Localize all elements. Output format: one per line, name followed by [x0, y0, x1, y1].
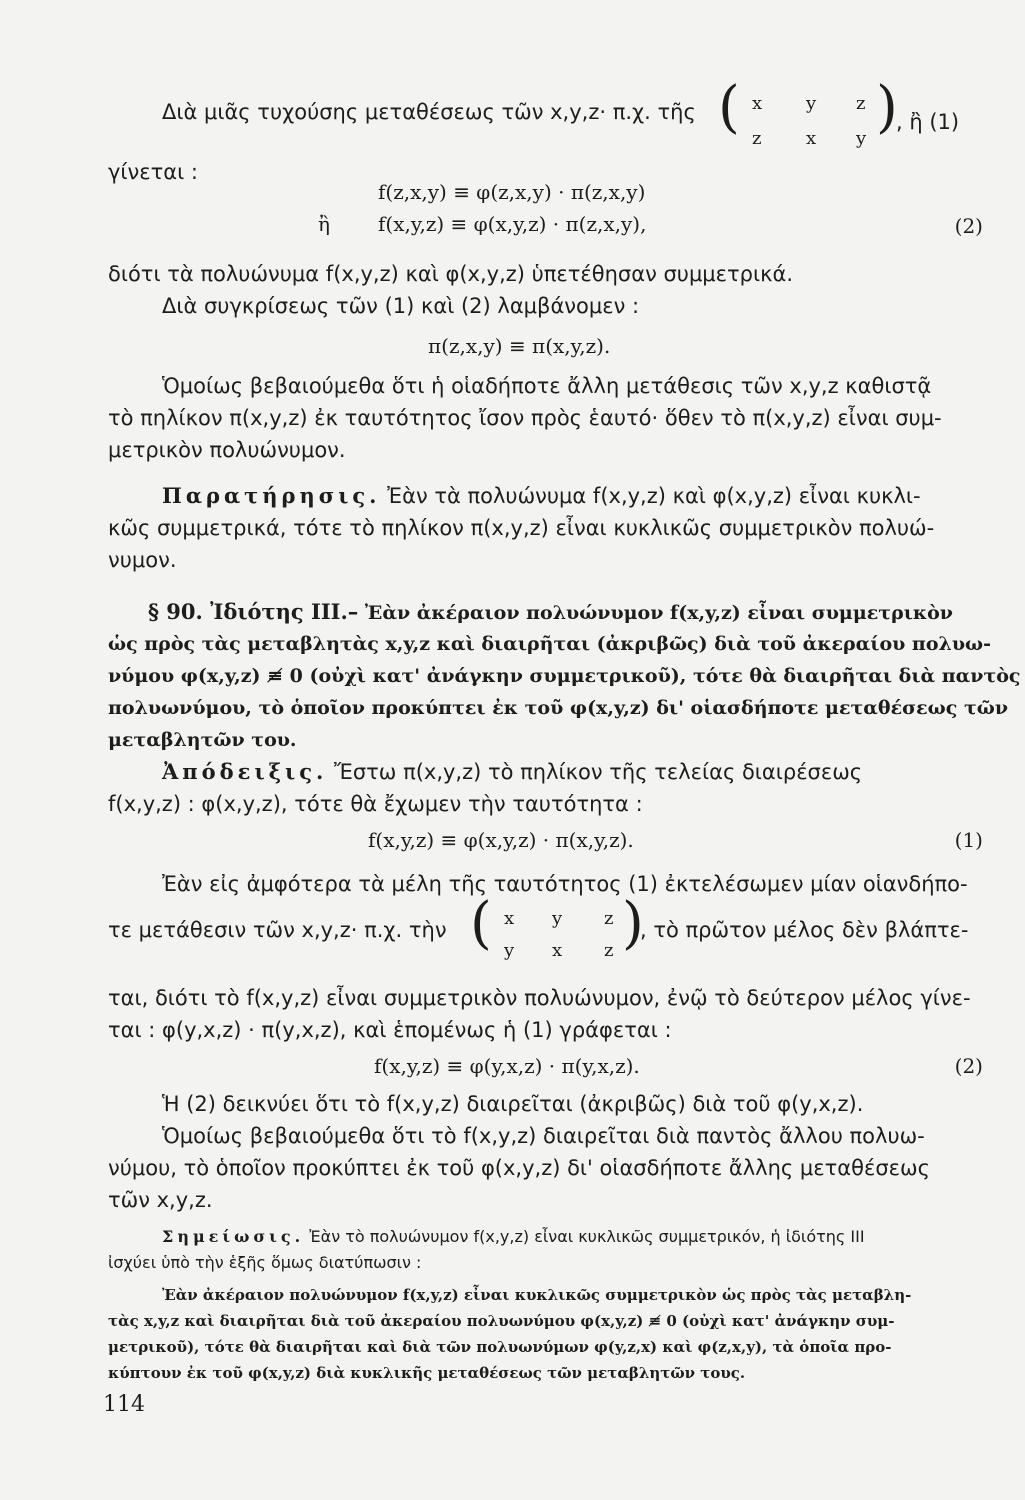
matrix-cell: x — [752, 93, 763, 114]
text-line: ἰσχύει ὑπὸ τὴν ἑξῆς ὅμως διατύπωσιν : — [108, 1253, 422, 1272]
text-line: f(x,y,z) : φ(x,y,z), τότε θὰ ἔχωμεν τὴν ταυτότητα : — [108, 792, 643, 816]
matrix-cell: z — [752, 128, 762, 149]
text-line: , ἢ (1) — [896, 110, 960, 134]
section-line — [148, 598, 953, 627]
equation: f(x,y,z) ≡ φ(x,y,z) · π(x,y,z). — [368, 828, 634, 852]
equation: f(x,y,z) ≡ φ(x,y,z) · π(z,x,y), — [378, 212, 647, 236]
text-line: νυμον. — [108, 548, 177, 572]
equation-number: (2) — [954, 1054, 983, 1078]
matrix-cell: z — [604, 908, 614, 929]
text-line: , τὸ πρῶτον μέλος δὲν βλάπτε- — [640, 918, 969, 942]
matrix-cell: y — [806, 93, 817, 114]
text-line: ται, διότι τὸ f(x,y,z) εἶναι συμμετρικὸν πολυώνυμον, ἐνῷ τὸ δεύτερον μέλος γίνε- — [108, 986, 971, 1010]
equation: π(z,x,y) ≡ π(x,y,z). — [428, 334, 611, 358]
section-heading: § 90. Ἰδιότης ΙΙΙ.– — [148, 599, 359, 624]
proof-heading: Ἀπόδειξις. — [162, 759, 328, 784]
matrix-right-paren: ) — [622, 891, 644, 956]
text-line: τῶν x,y,z. — [108, 1188, 213, 1212]
matrix-left-paren: ( — [718, 75, 740, 140]
section-text: μεταβλητῶν του. — [108, 729, 297, 751]
matrix-cell: x — [552, 940, 563, 961]
note-line — [162, 1226, 865, 1248]
matrix-cell: y — [504, 940, 515, 961]
equation: f(z,x,y) ≡ φ(z,x,y) · π(z,x,y) — [378, 180, 646, 204]
text-line: Διὰ μιᾶς τυχούσης μεταθέσεως τῶν x,y,z· π.χ. τῆς — [162, 100, 696, 124]
section-text: Ἐὰν ἀκέραιον πολυώνυμον f(x,y,z) εἶναι συμμετρικὸν — [358, 602, 953, 624]
note-bold-text: Ἐὰν ἀκέραιον πολυώνυμον f(x,y,z) εἶναι κυκλικῶς συμμετρικὸν ὡς πρὸς τὰς μεταβλη- — [162, 1286, 912, 1304]
text-line: κῶς συμμετρικά, τότε τὸ πηλίκον π(x,y,z) εἶναι κυκλικῶς συμμετρικὸν πολυώ- — [108, 516, 935, 540]
section-text: νύμου φ(x,y,z) ≢ 0 (οὐχὶ κατ' ἀνάγκην συμμετρικοῦ), τότε θὰ διαιρῆται διὰ παντὸς — [108, 665, 1021, 687]
note-bold-text: μετρικοῦ), τότε θὰ διαιρῆται καὶ διὰ τῶν πολυωνύμων φ(y,z,x) καὶ φ(z,x,y), τὰ ὁποῖα προ- — [108, 1338, 892, 1356]
matrix-cell: z — [604, 940, 614, 961]
matrix-cell: y — [856, 128, 867, 149]
section-text: πολυωνύμου, τὸ ὁποῖον προκύπτει ἐκ τοῦ φ(x,y,z) δι' οἱασδήποτε μεταθέσεως τῶν — [108, 697, 1009, 719]
text-line: Ἐὰν εἰς ἀμφότερα τὰ μέλη τῆς ταυτότητος (1) ἐκτελέσωμεν μίαν οἱανδήπο- — [162, 872, 968, 896]
section-text: ὡς πρὸς τὰς μεταβλητὰς x,y,z καὶ διαιρῆται (ἀκριβῶς) διὰ τοῦ ἀκεραίου πολυω- — [108, 633, 991, 655]
text-line: γίνεται : — [108, 160, 198, 184]
text-line: Ὁμοίως βεβαιούμεθα ὅτι τὸ f(x,y,z) διαιρεῖται διὰ παντὸς ἄλλου πολυω- — [162, 1124, 925, 1148]
matrix-cell: y — [552, 908, 563, 929]
remark-text: Ἐὰν τὰ πολυώνυμα f(x,y,z) καὶ φ(x,y,z) εἶναι κυκλι- — [380, 484, 921, 508]
text-line: ται : φ(y,x,z) · π(y,x,z), καὶ ἑπομένως ἡ (1) γράφεται : — [108, 1018, 672, 1042]
matrix-cell: z — [856, 93, 866, 114]
text-line: Ὁμοίως βεβαιούμεθα ὅτι ἡ οἱαδήποτε ἄλλη μετάθεσις τῶν x,y,z καθιστᾷ — [162, 374, 932, 398]
remark-line — [162, 482, 921, 510]
matrix-right-paren: ) — [876, 75, 898, 140]
equation-number: (1) — [954, 828, 983, 852]
matrix-left-paren: ( — [470, 891, 492, 956]
remark-heading: Παρατήρησις. — [162, 483, 381, 508]
equation-number: (2) — [954, 214, 983, 238]
note-text: Ἐὰν τὸ πολυώνυμον f(x,y,z) εἶναι κυκλικῶς συμμετρικόν, ἡ ἰδιότης ΙΙΙ — [304, 1227, 865, 1246]
text-line: Ἡ (2) δεικνύει ὅτι τὸ f(x,y,z) διαιρεῖται (ἀκριβῶς) διὰ τοῦ φ(y,x,z). — [162, 1092, 864, 1116]
equation: f(x,y,z) ≡ φ(y,x,z) · π(y,x,z). — [374, 1054, 640, 1078]
text-line: νύμου, τὸ ὁποῖον προκύπτει ἐκ τοῦ φ(x,y,z) δι' οἱασδήποτε ἄλλης μεταθέσεως — [108, 1156, 930, 1180]
matrix-cell: x — [806, 128, 817, 149]
proof-line — [162, 758, 862, 786]
text-line: τὸ πηλίκον π(x,y,z) ἐκ ταυτότητος ἴσον πρὸς ἑαυτό· ὅθεν τὸ π(x,y,z) εἶναι συμ- — [108, 406, 942, 430]
matrix-cell: x — [504, 908, 515, 929]
text-line: Διὰ συγκρίσεως τῶν (1) καὶ (2) λαμβάνομεν : — [162, 294, 640, 318]
proof-text: Ἔστω π(x,y,z) τὸ πηλίκον τῆς τελείας διαιρέσεως — [327, 760, 863, 784]
note-bold-text: κύπτουν ἐκ τοῦ φ(x,y,z) διὰ κυκλικῆς μεταθέσεως τῶν μεταβλητῶν τους. — [108, 1364, 746, 1382]
note-bold-text: τὰς x,y,z καὶ διαιρῆται διὰ τοῦ ἀκεραίου πολυωνύμου φ(x,y,z) ≢ 0 (οὐχὶ κατ' ἀνάγκην συμ- — [108, 1312, 895, 1330]
text-line: μετρικὸν πολυώνυμον. — [108, 438, 346, 462]
text-line: διότι τὰ πολυώνυμα f(x,y,z) καὶ φ(x,y,z) ὑπετέθησαν συμμετρικά. — [108, 262, 793, 286]
page-number: 114 — [103, 1392, 145, 1417]
equation-or: ἢ — [318, 212, 330, 236]
note-heading: Σημείωσις. — [162, 1227, 305, 1246]
text-line: τε μετάθεσιν τῶν x,y,z· π.χ. τὴν — [108, 918, 447, 942]
